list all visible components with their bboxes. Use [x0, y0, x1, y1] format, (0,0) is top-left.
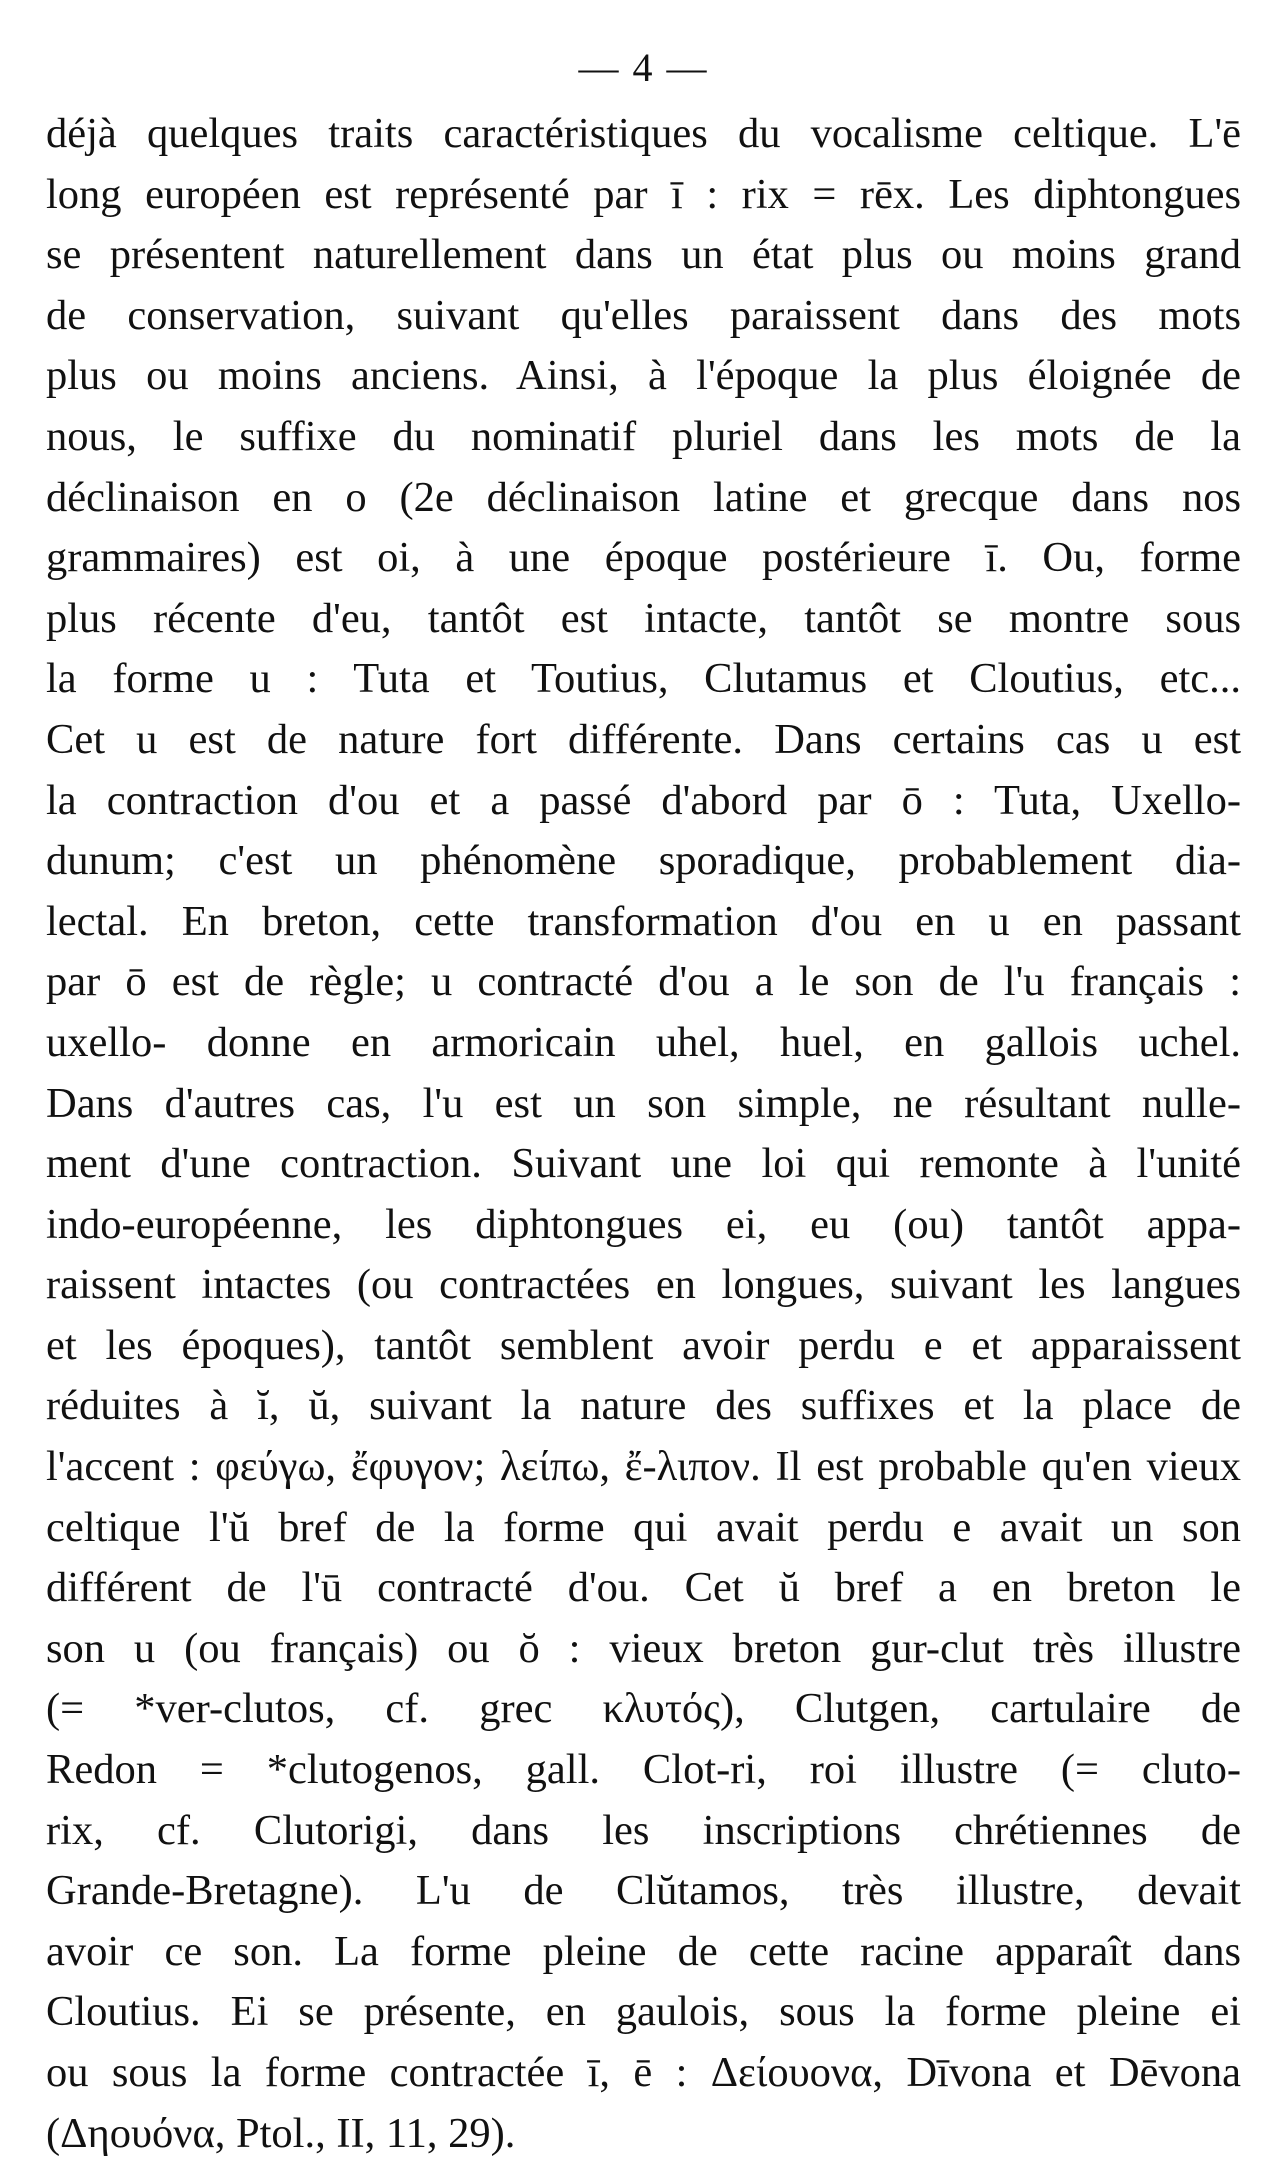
text-line: long européen est représenté par ī : rix = rēx. Les diphtongues: [46, 170, 1241, 218]
text-line: avoir ce son. La forme pleine de cette racine apparaît dans: [46, 1927, 1241, 1975]
text-line: différent de l'ū contracté d'ou. Cet ŭ bref a en breton le: [46, 1564, 1241, 1612]
text-line: Cet u est de nature fort différente. Dans certains cas u est: [46, 715, 1241, 763]
text-line: l'accent : φεύγω, ἔφυγον; λείπω, ἔ-λιπον. Il est probable qu'en vieux: [46, 1443, 1241, 1491]
text-line: de conservation, suivant qu'elles paraissent dans des mots: [46, 291, 1241, 339]
text-line: Dans d'autres cas, l'u est un son simple, ne résultant nulle-: [46, 1079, 1241, 1127]
text-line: lectal. En breton, cette transformation d'ou en u en passant: [46, 897, 1241, 945]
text-line: ou sous la forme contractée ī, ē : Δείουονα, Dīvona et Dēvona: [46, 2049, 1241, 2096]
text-line: ment d'une contraction. Suivant une loi qui remonte à l'unité: [46, 1140, 1241, 1188]
text-line: nous, le suffixe du nominatif pluriel dans les mots de la: [46, 412, 1241, 460]
body-paragraph: [46, 104, 1241, 2164]
text-line: raissent intactes (ou contractées en longues, suivant les langues: [46, 1261, 1241, 1309]
text-line: rix, cf. Clutorigi, dans les inscriptions chrétiennes de: [46, 1806, 1241, 1854]
text-line: la forme u : Tuta et Toutius, Clutamus et Cloutius, etc...: [46, 655, 1241, 703]
text-line: dunum; c'est un phénomène sporadique, probablement dia-: [46, 837, 1241, 885]
text-line: réduites à ĭ, ŭ, suivant la nature des suffixes et la place de: [46, 1382, 1241, 1430]
text-line: (Δηουόνα, Ptol., II, 11, 29).: [46, 2109, 516, 2157]
text-line: Grande-Bretagne). L'u de Clŭtamos, très illustre, devait: [46, 1867, 1241, 1915]
text-line: la contraction d'ou et a passé d'abord par ō : Tuta, Uxello-: [46, 776, 1241, 824]
text-line: par ō est de règle; u contracté d'ou a le son de l'u français :: [46, 958, 1241, 1006]
text-line: déjà quelques traits caractéristiques du vocalisme celtique. L'ē: [46, 110, 1241, 157]
text-line: Redon = *clutogenos, gall. Clot-ri, roi illustre (= cluto-: [46, 1746, 1241, 1794]
text-line: uxello- donne en armoricain uhel, huel, en gallois uchel.: [46, 1018, 1241, 1066]
page-number: — 4 —: [578, 45, 709, 90]
text-line: son u (ou français) ou ŏ : vieux breton gur-clut très illustre: [46, 1624, 1241, 1672]
text-line: déclinaison en o (2e déclinaison latine et grecque dans nos: [46, 473, 1241, 521]
text-line: se présentent naturellement dans un état plus ou moins grand: [46, 231, 1241, 279]
text-line: grammaires) est oi, à une époque postérieure ī. Ou, forme: [46, 534, 1241, 582]
text-line: (= *ver-clutos, cf. grec κλυτός), Clutgen, cartulaire de: [46, 1685, 1241, 1733]
text-line: indo-européenne, les diphtongues ei, eu (ou) tantôt appa-: [46, 1200, 1241, 1248]
text-line: plus ou moins anciens. Ainsi, à l'époque la plus éloignée de: [46, 352, 1241, 400]
text-line: celtique l'ŭ bref de la forme qui avait perdu e avait un son: [46, 1503, 1241, 1551]
text-line: et les époques), tantôt semblent avoir perdu e et apparaissent: [46, 1321, 1241, 1369]
text-line: plus récente d'eu, tantôt est intacte, tantôt se montre sous: [46, 594, 1241, 642]
text-line: Cloutius. Ei se présente, en gaulois, sous la forme pleine ei: [46, 1988, 1241, 2036]
